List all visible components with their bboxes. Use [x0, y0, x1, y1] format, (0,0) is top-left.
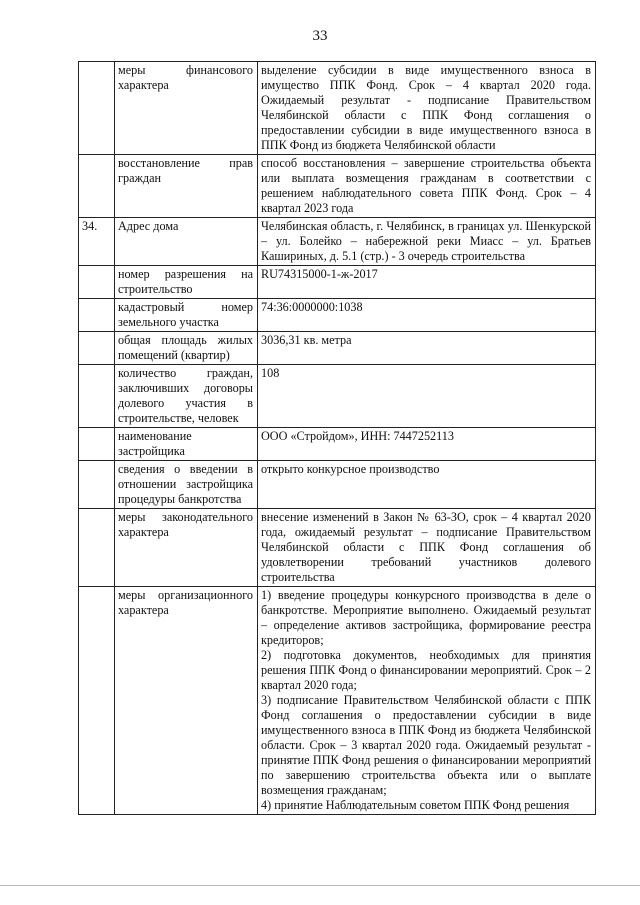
- value-paragraph: 108: [261, 366, 280, 380]
- page-number: 33: [312, 28, 328, 44]
- row-value: [258, 332, 596, 365]
- value-paragraph: RU74315000-1-ж-2017: [261, 267, 378, 281]
- row-number: [79, 428, 115, 461]
- row-value: [258, 365, 596, 428]
- row-label: меры организационного характера: [115, 587, 258, 815]
- row-number: [79, 299, 115, 332]
- value-paragraph: выделение субсидии в виде имущественного взноса в имущество ППК Фонд. Срок – 4 квартал 2020 года. Ожидаемый результат - подписание Правительством Челябинской области с ППК Фонд соглашения о предоставлении субсидии в виде имущественного взноса в ППК Фонд из бюджета Челябинской области: [261, 63, 591, 152]
- row-number: [79, 509, 115, 587]
- row-number: [79, 332, 115, 365]
- value-paragraph: 3) подписание Правительством Челябинской области с ППК Фонд соглашения о предоставлении субсидии в виде имущественного взноса в ППК Фонд из бюджета Челябинской области. Срок – 3 квартал 2020 года. Ожидаемый результат - принятие ППК Фонд решения о финансировании мероприятий по завершению строительства объекта или о выплате возмещения гражданам;: [261, 693, 591, 797]
- row-number: [79, 266, 115, 299]
- measures-table: [78, 61, 596, 815]
- row-value: [258, 428, 596, 461]
- value-paragraph: 74:36:0000000:1038: [261, 300, 363, 314]
- row-number: [79, 365, 115, 428]
- row-number: 34.: [79, 218, 115, 266]
- row-number: [79, 587, 115, 815]
- table-row: [79, 299, 596, 332]
- table-row: [79, 332, 596, 365]
- table-row: [79, 155, 596, 218]
- row-label: количество граждан, заключивших договоры долевого участия в строительстве, человек: [115, 365, 258, 428]
- value-paragraph: 4) принятие Наблюдательным советом ППК Фонд решения: [261, 798, 570, 812]
- table-row: [79, 461, 596, 509]
- row-value: [258, 461, 596, 509]
- row-label: меры законодательного характера: [115, 509, 258, 587]
- row-value: [258, 266, 596, 299]
- row-label: меры финансового характера: [115, 62, 258, 155]
- table-row: [79, 509, 596, 587]
- row-label: Адрес дома: [115, 218, 258, 266]
- value-paragraph: Челябинская область, г. Челябинск, в границах ул. Шенкурской – ул. Болейко – набережной реки Миасс – ул. Братьев Кашириных, д. 5.1 (стр.) - 3 очередь строительства: [261, 219, 591, 263]
- table-row: [79, 428, 596, 461]
- value-paragraph: 3036,31 кв. метра: [261, 333, 352, 347]
- table-row: [79, 266, 596, 299]
- row-label: наименование застройщика: [115, 428, 258, 461]
- value-paragraph: 2) подготовка документов, необходимых для принятия решения ППК Фонд о финансировании мероприятий. Срок – 2 квартал 2020 года;: [261, 648, 591, 692]
- row-label: восстановление прав граждан: [115, 155, 258, 218]
- row-label: общая площадь жилых помещений (квартир): [115, 332, 258, 365]
- row-number: [79, 62, 115, 155]
- row-value: [258, 509, 596, 587]
- row-number: [79, 461, 115, 509]
- value-paragraph: ООО «Стройдом», ИНН: 7447252113: [261, 429, 454, 443]
- bottom-divider: [0, 885, 640, 886]
- table-row: [79, 218, 596, 266]
- value-paragraph: способ восстановления – завершение строительства объекта или выплата возмещения гражданам в соответствии с решением наблюдательного совета ППК Фонд. Срок – 4 квартал 2023 года: [261, 156, 591, 215]
- row-number: [79, 155, 115, 218]
- row-value: [258, 155, 596, 218]
- value-paragraph: открыто конкурсное производство: [261, 462, 440, 476]
- row-value: [258, 299, 596, 332]
- row-label: сведения о введении в отношении застройщика процедуры банкротства: [115, 461, 258, 509]
- row-label: номер разрешения на строительство: [115, 266, 258, 299]
- table-row: [79, 62, 596, 155]
- value-paragraph: 1) введение процедуры конкурсного производства в деле о банкротстве. Мероприятие выполнено. Ожидаемый результат – определение активов застройщика, формирование реестра кредиторов;: [261, 588, 591, 647]
- table-row: [79, 587, 596, 815]
- value-paragraph: внесение изменений в Закон № 63-ЗО, срок – 4 квартал 2020 года, ожидаемый результат – подписание Правительством Челябинской области с ППК Фонд соглашения об удовлетворении требований участников долевого строительства: [261, 510, 591, 584]
- row-value: [258, 62, 596, 155]
- table-body: [79, 62, 596, 815]
- table-row: [79, 365, 596, 428]
- row-value: [258, 587, 596, 815]
- row-value: [258, 218, 596, 266]
- row-label: кадастровый номер земельного участка: [115, 299, 258, 332]
